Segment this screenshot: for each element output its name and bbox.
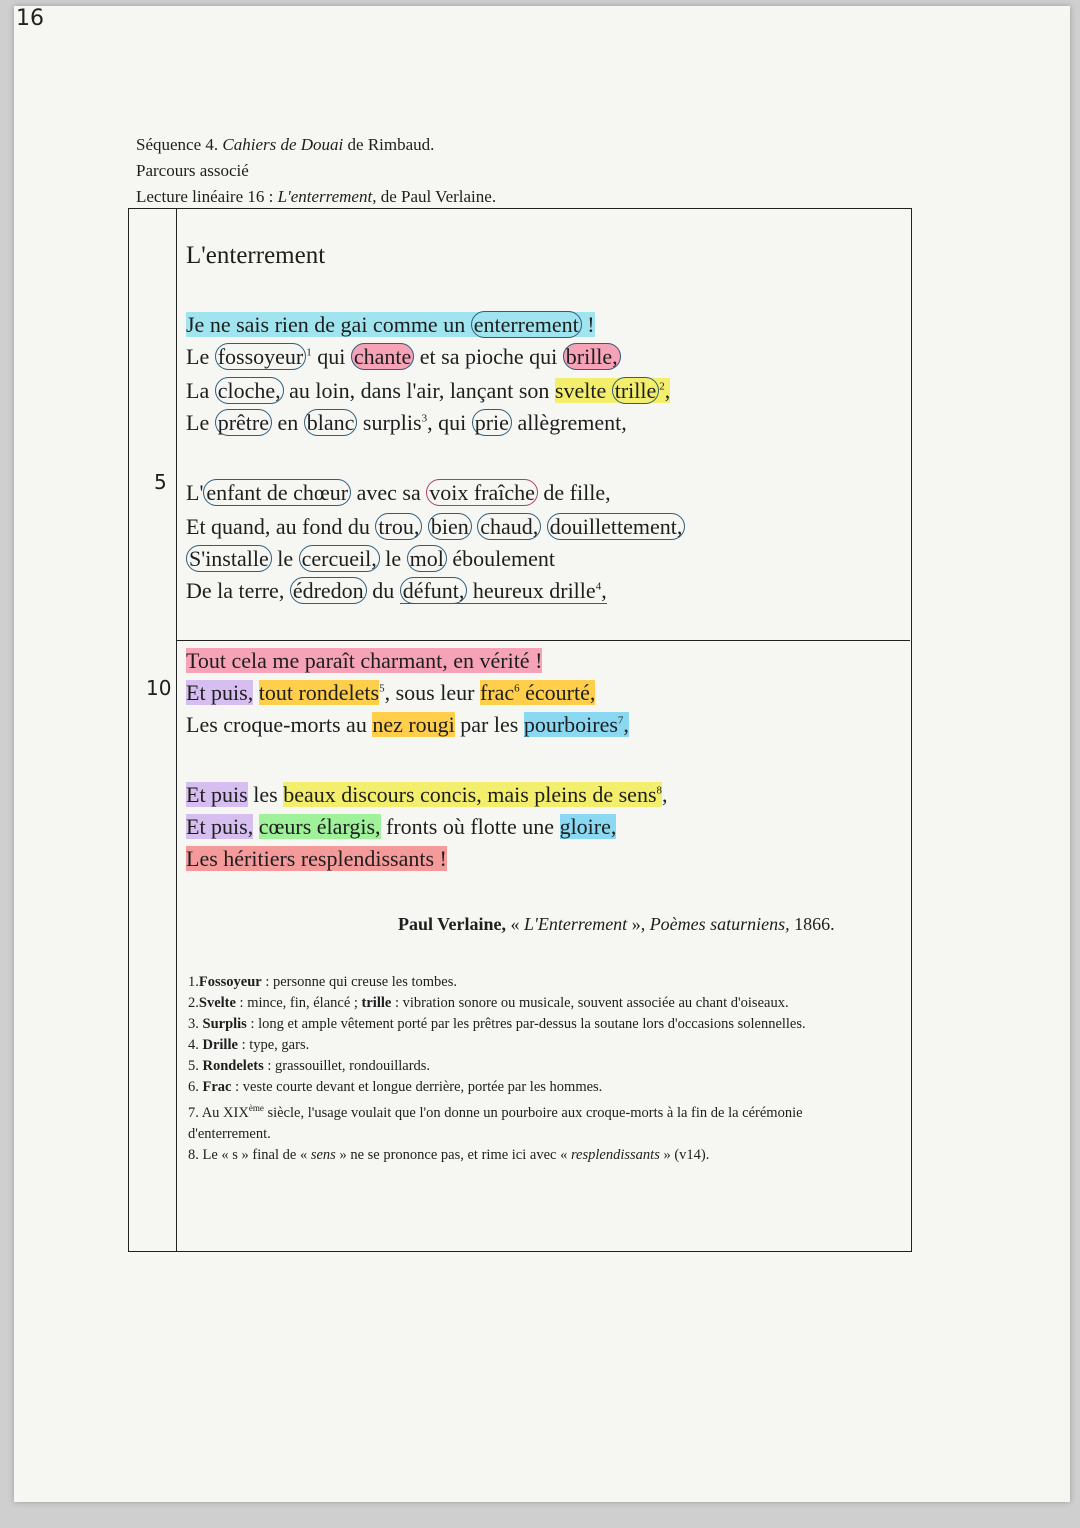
verse-1: Je ne sais rien de gai comme un enterrement !: [186, 312, 595, 337]
verse-5: L' enfant de chœur avec sa voix fraîche de fille,: [186, 480, 611, 505]
verse-13: Et puis, cœurs élargis, fronts où flotte une gloire,: [186, 814, 617, 839]
verse-6: Et quand, au fond du trou, bien chaud, douillettement,: [186, 514, 685, 540]
document-header: [136, 132, 496, 210]
poem-credit: Paul Verlaine, « L'Enterrement », Poèmes saturniens, 1866.: [398, 914, 835, 934]
footnote-4: 4. Drille : type, gars.: [188, 1037, 310, 1053]
verse-8: De la terre, édredon du défunt, heureux drille$^4$,: [186, 578, 607, 603]
footnote-3: 3. Surplis : long et ample vêtement porté par les prêtres par-dessus la soutane lors d'occasions solennelles.: [188, 1016, 806, 1032]
footnote-1: 1.Fossoyeur : personne qui creuse les tombes.: [188, 974, 458, 990]
footnote-5: 5. Rondelets : grassouillet, rondouillards.: [188, 1058, 431, 1074]
verse-14: Les héritiers resplendissants !: [186, 846, 447, 871]
verse-12: Et puis les beaux discours concis, mais pleins de sens$^8$,: [186, 782, 668, 807]
sequence-line: Séquence 4. Cahiers de Douai de Rimbaud.: [136, 135, 435, 154]
line-number-10: 10: [146, 676, 172, 700]
verse-10: Et puis, tout rondelets$^5$, sous leur frac$^6$ écourté,: [186, 680, 596, 705]
footnote-7: 7. Au XIXème siècle, l'usage voulait que l'on donne un pourboire aux croque-morts à la fin de la cérémonie d'enterrement.: [188, 1103, 803, 1142]
line-number-5: 5: [154, 470, 167, 494]
parcours-line: Parcours associé: [136, 161, 249, 180]
verse-9: Tout cela me paraît charmant, en vérité !: [186, 648, 543, 673]
verse-2: Le fossoyeur $^1$ qui chante et sa pioche qui brille,: [186, 344, 621, 370]
footnotes: [188, 972, 878, 1166]
verse-3: La cloche, au loin, dans l'air, lançant son svelte trille $^2$,: [186, 378, 671, 403]
verse-7: S'installe le cercueil, le mol éboulement: [186, 546, 555, 572]
footnote-2: 2.Svelte : mince, fin, élancé ; trille : vibration sonore ou musicale, souvent associée au chant d'oiseaux.: [188, 995, 789, 1011]
lecture-line: Lecture linéaire 16 : L'enterrement, de Paul Verlaine.: [136, 187, 497, 206]
handwritten-page-number: 16: [16, 6, 44, 31]
footnote-6: 6. Frac : veste courte devant et longue derrière, portée par les hommes.: [188, 1079, 603, 1095]
poem-title: L'enterrement: [186, 242, 326, 269]
verse-4: Le prêtre en blanc surplis$^3$, qui prie allègrement,: [186, 410, 627, 435]
stanza-divider: [176, 640, 910, 641]
footnote-8: 8. Le « s » final de « sens » ne se prononce pas, et rime ici avec « resplendissants » (v14).: [188, 1146, 710, 1163]
verse-11: Les croque-morts au nez rougi par les pourboires$^7$,: [186, 712, 629, 737]
line-number-column-divider: [176, 208, 177, 1252]
